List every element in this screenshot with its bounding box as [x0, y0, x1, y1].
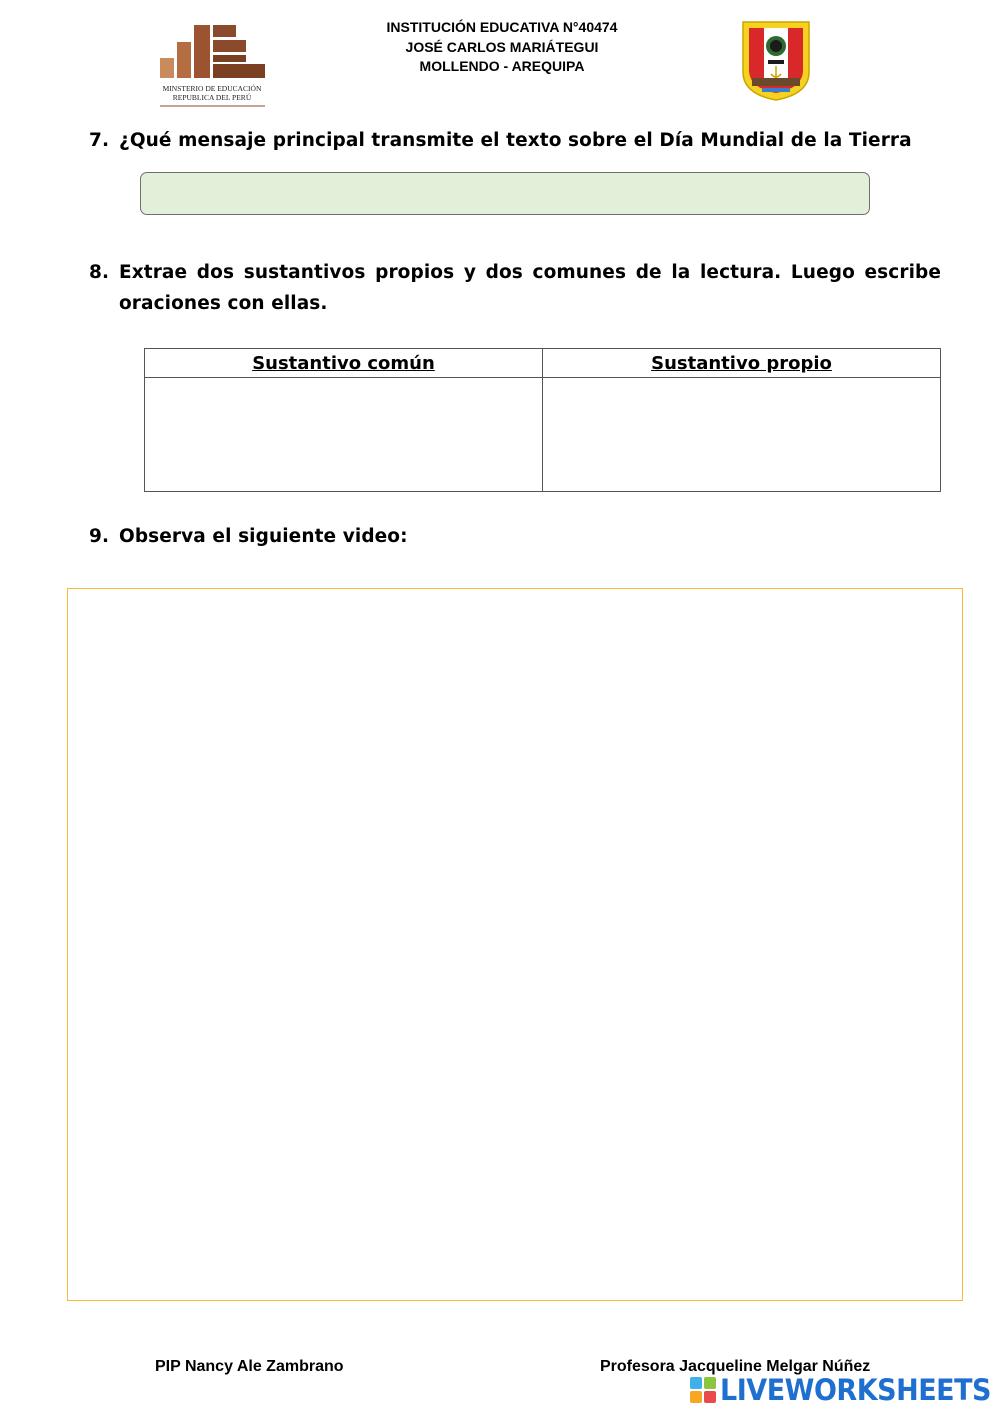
footer-teacher-name: Profesora Jacqueline Melgar Núñez: [600, 1358, 871, 1375]
header-proper-noun: Sustantivo propio: [543, 349, 941, 378]
table-header-row: [145, 349, 941, 378]
header-common-noun: Sustantivo común: [145, 349, 543, 378]
table-row: [145, 378, 941, 492]
question-7: [89, 125, 949, 156]
school-crest-emblem: [740, 16, 812, 102]
ministry-caption-line-2: REPUBLICA DEL PERÚ: [172, 93, 252, 102]
footer-pip-name: PIP Nancy Ale Zambrano: [155, 1358, 344, 1375]
proper-noun-answer-cell[interactable]: [543, 378, 941, 492]
school-name: JOSÉ CARLOS MARIÁTEGUI: [405, 38, 599, 55]
liveworksheets-wordmark: LIVEWORKSHEETS: [720, 1373, 992, 1407]
liveworksheets-brand[interactable]: [690, 1374, 990, 1408]
question-7-answer-box[interactable]: [140, 172, 870, 215]
question-9: [89, 521, 589, 552]
question-number: 7.: [89, 130, 110, 151]
question-text: Observa el siguiente video:: [119, 526, 408, 547]
institution-name: INSTITUCIÓN EDUCATIVA N°40474: [386, 19, 618, 35]
question-number: 9.: [89, 526, 110, 547]
school-location: MOLLENDO - AREQUIPA: [419, 58, 585, 74]
question-text: Extrae dos sustantivos propios y dos comunes de la lectura. Luego escribe oraciones con ellas.: [119, 262, 941, 314]
institution-header: [300, 18, 704, 77]
question-number: 8.: [89, 262, 110, 283]
question-text: ¿Qué mensaje principal transmite el texto sobre el Día Mundial de la Tierra: [119, 130, 912, 151]
noun-table: [144, 348, 941, 492]
question-8: [89, 257, 941, 319]
ministry-caption: [152, 84, 272, 102]
video-embed-area[interactable]: [67, 588, 963, 1301]
ministry-caption-line-1: MINSTERIO DE EDUCACIÓN: [162, 84, 262, 93]
common-noun-answer-cell[interactable]: [145, 378, 543, 492]
liveworksheets-logo-icon: [690, 1377, 716, 1403]
